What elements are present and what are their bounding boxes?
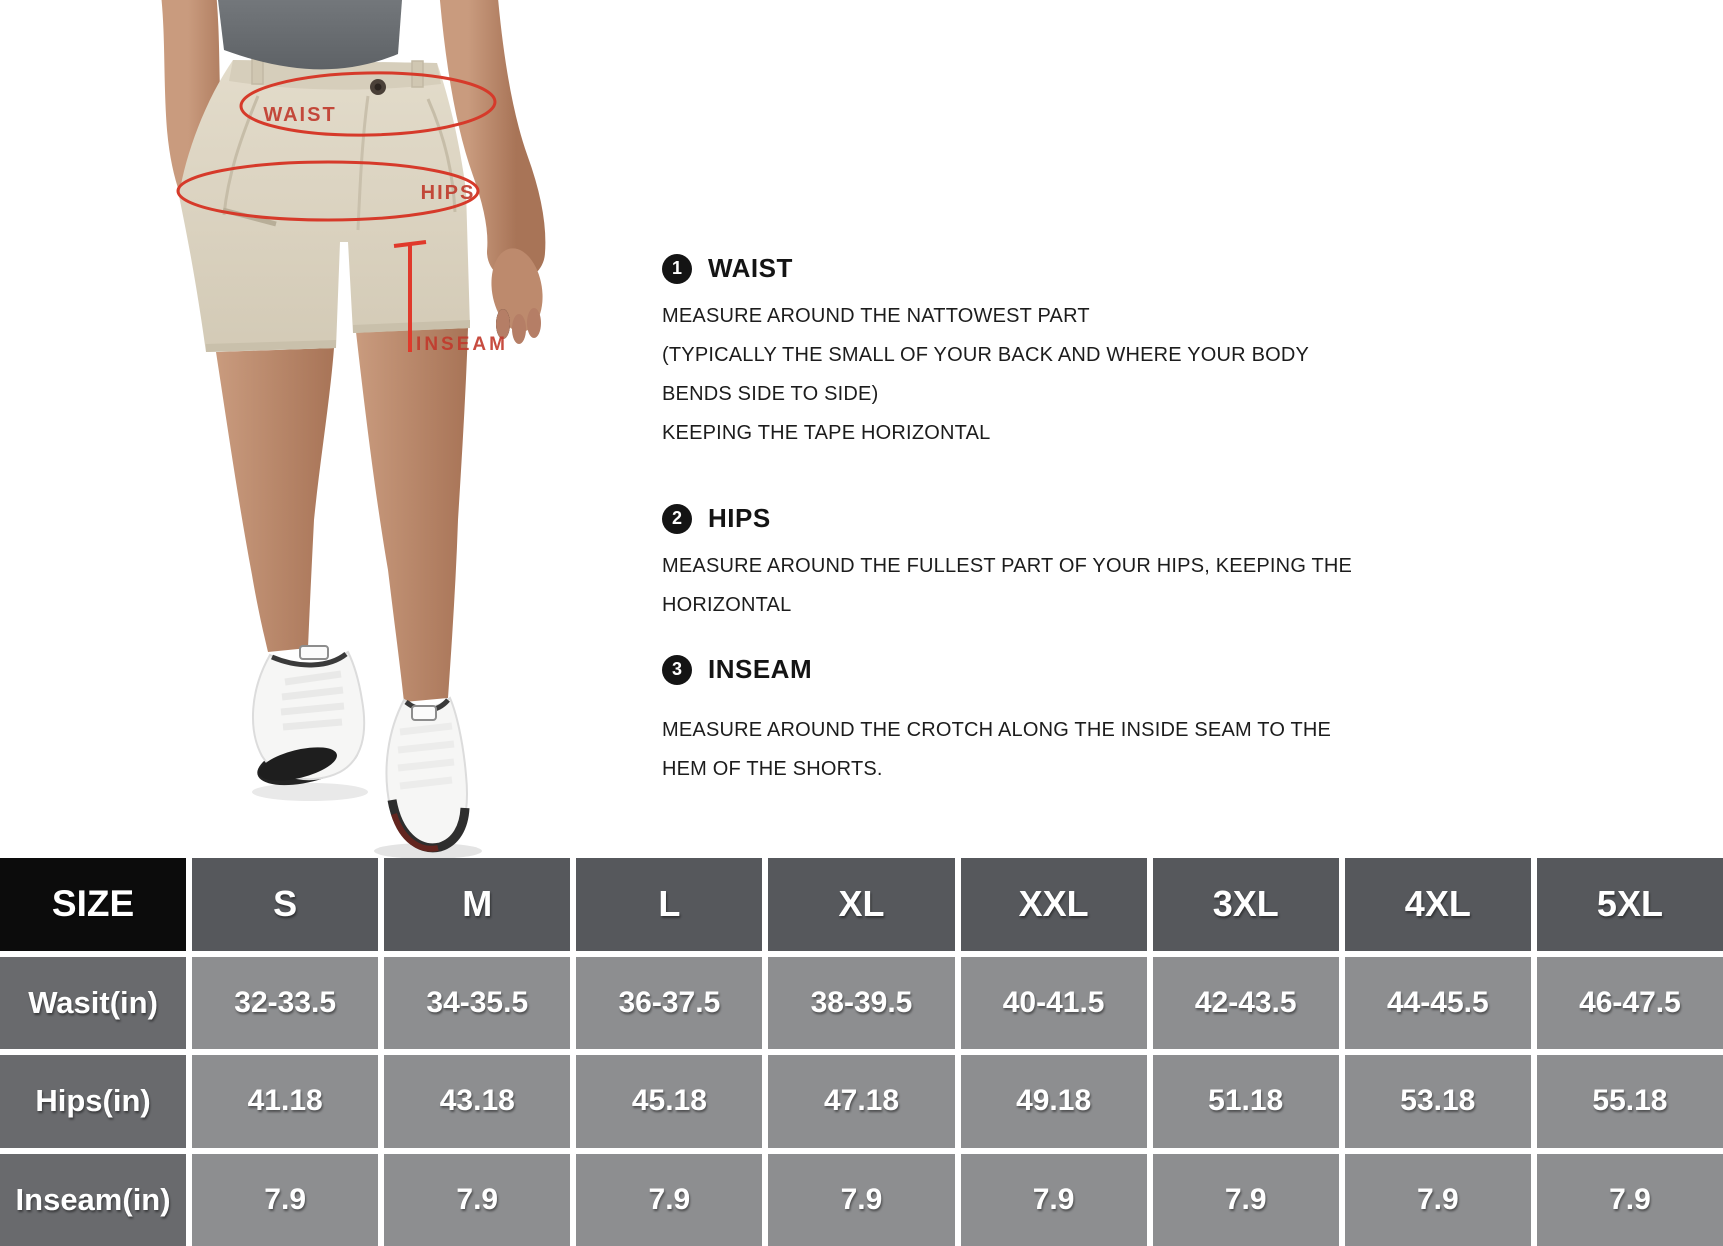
hips-value: 55.18 <box>1537 1055 1723 1148</box>
text-line: (TYPICALLY THE SMALL OF YOUR BACK AND WHERE YOUR BODY <box>662 344 1310 366</box>
section-heading <box>662 253 1422 284</box>
step-3-title: INSEAM <box>708 654 813 684</box>
model-photo <box>0 0 600 858</box>
hips-value: 49.18 <box>961 1055 1147 1148</box>
waist-value: 38-39.5 <box>768 957 954 1050</box>
size-col-header: 3XL <box>1153 858 1339 951</box>
legs <box>216 328 468 702</box>
size-table <box>0 858 1723 1246</box>
text-line: MEASURE AROUND THE NATTOWEST PART <box>662 305 1090 327</box>
inseam-value: 7.9 <box>576 1154 762 1246</box>
shoe-shadow <box>252 783 368 801</box>
size-col-header: 5XL <box>1537 858 1723 951</box>
step-2-badge: 2 <box>662 504 692 534</box>
text-line: MEASURE AROUND THE FULLEST PART OF YOUR HIPS, KEEPING THE <box>662 555 1353 577</box>
step-2-body <box>662 547 1422 625</box>
inseam-value: 7.9 <box>192 1154 378 1246</box>
size-col-header: 4XL <box>1345 858 1531 951</box>
measuring-instructions <box>662 0 1422 858</box>
left-sneaker <box>253 646 364 794</box>
text-line: BENDS SIDE TO SIDE) <box>662 383 879 405</box>
size-table-corner: SIZE <box>0 858 186 951</box>
section-heading <box>662 503 1422 534</box>
text-line: KEEPING THE TAPE HORIZONTAL <box>662 422 991 444</box>
inseam-value: 7.9 <box>384 1154 570 1246</box>
size-col-header: L <box>576 858 762 951</box>
size-col-header: XL <box>768 858 954 951</box>
inseam-value: 7.9 <box>1345 1154 1531 1246</box>
waist-value: 34-35.5 <box>384 957 570 1050</box>
step-2-title: HIPS <box>708 503 771 533</box>
hips-value: 53.18 <box>1345 1055 1531 1148</box>
step-1-body <box>662 297 1422 453</box>
instruction-section-hips <box>662 503 1422 625</box>
waist-value: 32-33.5 <box>192 957 378 1050</box>
inseam-value: 7.9 <box>1153 1154 1339 1246</box>
step-3-badge: 3 <box>662 655 692 685</box>
hips-value: 45.18 <box>576 1055 762 1148</box>
instruction-section-inseam <box>662 654 1422 789</box>
size-col-header: M <box>384 858 570 951</box>
belt-loop <box>252 58 263 84</box>
hips-annotation-label: HIPS <box>420 182 476 204</box>
gray-shirt <box>218 0 402 69</box>
waist-value: 36-37.5 <box>576 957 762 1050</box>
waist-value: 44-45.5 <box>1345 957 1531 1050</box>
text-line: HORIZONTAL <box>662 594 792 616</box>
inseam-value: 7.9 <box>768 1154 954 1246</box>
waist-value: 42-43.5 <box>1153 957 1339 1050</box>
text-line: MEASURE AROUND THE CROTCH ALONG THE INSIDE SEAM TO THE <box>662 719 1332 741</box>
section-heading <box>662 654 1422 685</box>
model-illustration <box>0 0 600 858</box>
hips-value: 41.18 <box>192 1055 378 1148</box>
hips-value: 43.18 <box>384 1055 570 1148</box>
size-col-header: XXL <box>961 858 1147 951</box>
row-label-hips: Hips(in) <box>0 1055 186 1148</box>
inseam-value: 7.9 <box>961 1154 1147 1246</box>
waist-value: 40-41.5 <box>961 957 1147 1050</box>
inseam-value: 7.9 <box>1537 1154 1723 1246</box>
size-col-header: S <box>192 858 378 951</box>
waist-value: 46-47.5 <box>1537 957 1723 1050</box>
row-label-waist: Wasit(in) <box>0 957 186 1050</box>
step-1-badge: 1 <box>662 254 692 284</box>
text-line: HEM OF THE SHORTS. <box>662 758 883 780</box>
khaki-shorts <box>179 58 470 352</box>
step-1-title: WAIST <box>708 253 793 283</box>
inseam-annotation-label: INSEAM <box>416 334 508 355</box>
row-label-inseam: Inseam(in) <box>0 1154 186 1246</box>
right-sneaker <box>386 698 467 851</box>
step-3-body <box>662 711 1422 789</box>
instruction-section-waist <box>662 253 1422 453</box>
hips-value: 47.18 <box>768 1055 954 1148</box>
hips-value: 51.18 <box>1153 1055 1339 1148</box>
waist-annotation-label: WAIST <box>263 104 337 126</box>
